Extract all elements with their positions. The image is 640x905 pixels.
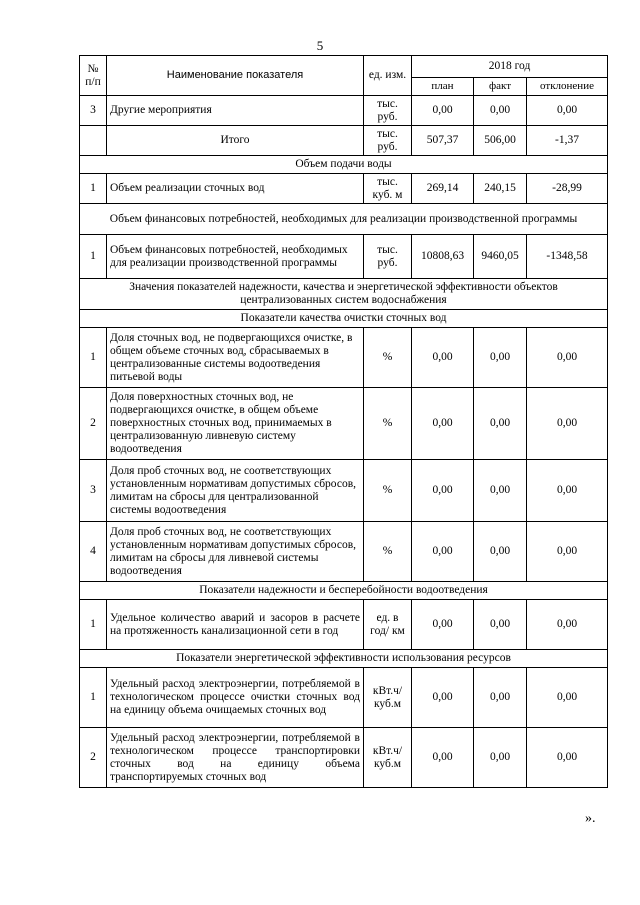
table-row: 3 Другие мероприятия тыс. руб. 0,00 0,00 0,00 [80,96,608,126]
page-number: 5 [316,38,324,53]
section-row [80,650,608,668]
section-row [80,279,608,310]
section-row [80,582,608,600]
closing-mark: ». [585,811,596,826]
section-title: Объем подачи воды [80,156,608,174]
table-row: 1 Объем финансовых потребностей, необходимых для реализации производственной программы тыс. руб. 10808,63 9460,05 -1348,58 [80,235,608,279]
col-dev-header: отклонение [527,78,608,96]
table-row: 1 Удельное количество аварий и засоров в расчете на протяженность канализационной сети в год ед. в год/ км 0,00 0,00 0,00 [80,600,608,650]
header-row [80,56,608,78]
table-row: 2 Доля поверхностных сточных вод, не подвергающихся очистке, в общем объеме поверхностных сточных вод, принимаемых в централизованную ливневую систему водоотведения % 0,00 0,00 0,00 [80,388,608,460]
table-row: 1 Удельный расход электроэнергии, потребляемой в технологическом процессе очистки сточных вод на единицу объема очищаемых сточных вод кВт.ч/ куб.м 0,00 0,00 0,00 [80,668,608,728]
col-name-header: Наименование показателя [107,56,364,96]
table-row: 1 Доля сточных вод, не подвергающихся очистке, в общем объеме сточных вод, сбрасываемых в централизованные системы водоотведения питьевой воды % 0,00 0,00 0,00 [80,328,608,388]
table-row: 3 Доля проб сточных вод, не соответствующих установленным нормативам допустимых сбросов, лимитам на сбросы для централизованной системы водоотведения % 0,00 0,00 0,00 [80,460,608,522]
col-plan-header: план [412,78,474,96]
section-row [80,204,608,235]
table-row: 2 Удельный расход электроэнергии, потребляемой в технологическом процессе транспортировки сточных вод на единицу объема транспортируемых сточных вод кВт.ч/ куб.м 0,00 0,00 0,00 [80,728,608,788]
section-row [80,156,608,174]
col-year-header: 2018 год [412,56,608,78]
section-title: Показатели энергетической эффективности использования ресурсов [80,650,608,668]
col-unit-header: ед. изм. [364,56,412,96]
section-title: Объем финансовых потребностей, необходимых для реализации производственной программы [80,204,608,235]
col-num-header: № п/п [80,56,107,96]
section-title: Показатели надежности и бесперебойности водоотведения [80,582,608,600]
section-title: Показатели качества очистки сточных вод [80,310,608,328]
col-fact-header: факт [474,78,527,96]
table-row: 1 Объем реализации сточных вод тыс. куб. м 269,14 240,15 -28,99 [80,174,608,204]
total-row: Итого тыс. руб. 507,37 506,00 -1,37 [80,126,608,156]
table-row: 4 Доля проб сточных вод, не соответствующих установленным нормативам допустимых сбросов, лимитам на сбросы для ливневой системы водоотведения % 0,00 0,00 0,00 [80,522,608,582]
section-title: Значения показателей надежности, качества и энергетической эффективности объектов централизованных систем водоснабжения [80,279,608,310]
section-row [80,310,608,328]
indicators-table [79,55,608,788]
